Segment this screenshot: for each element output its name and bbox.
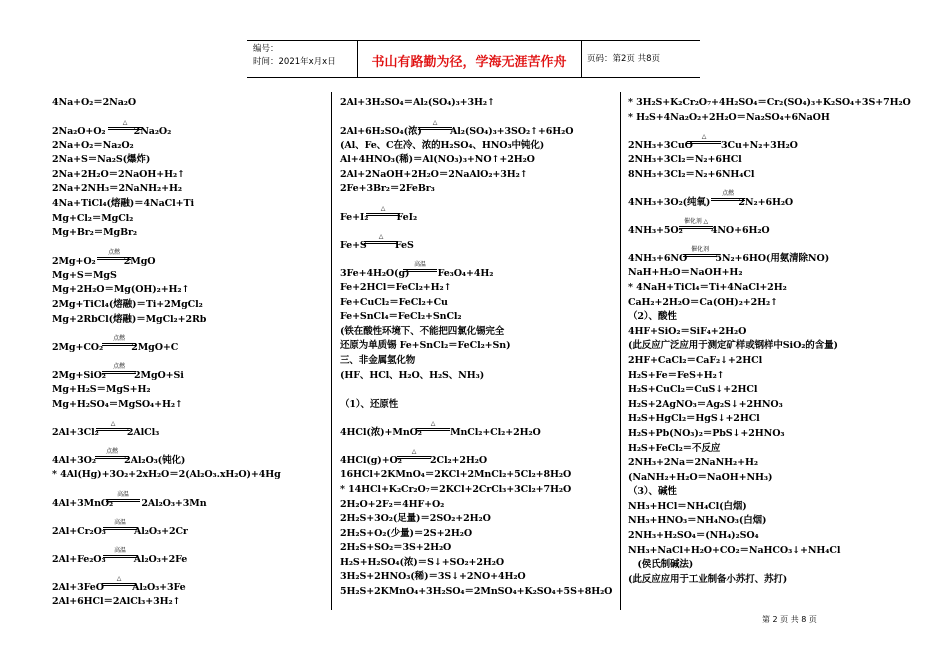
equation-line	[628, 427, 928, 442]
equation-text: CaH₂+2H₂O＝Ca(OH)₂+2H₂↑	[628, 296, 778, 308]
equation-line	[52, 398, 322, 413]
equation-text: NH₃+NaCl+H₂O+CO₂＝NaHCO₃↓+NH₄Cl	[628, 544, 841, 556]
equation-line	[628, 544, 928, 559]
equation-text: 2Al+6H₂SO₄(浓) Al₂(SO₄)₃+3SO₂↑+6H₂O	[340, 125, 574, 137]
equation-text: 2Al+3H₂SO₄＝Al₂(SO₄)₃+3H₂↑	[340, 97, 495, 108]
column-separator	[620, 92, 621, 610]
equation-text: * 3H₂S+K₂Cr₂O₇+4H₂SO₄＝Cr₂(SO₄)₃+K₂SO₄+3S+7H₂O	[628, 97, 911, 108]
equation-text: 4Na+TiCl₄(熔融)＝4NaCl+Ti	[52, 197, 194, 209]
equation-line	[628, 558, 928, 573]
equation-text: * H₂S+4Na₂O₂+2H₂O＝Na₂SO₄+6NaOH	[628, 111, 830, 123]
equation-line	[340, 281, 615, 296]
reaction-condition: 高温	[103, 519, 137, 530]
equation-text: (铁在酸性环境下、不能把四氯化锡完全	[340, 325, 505, 337]
equation-text: 2Mg+CO₂ 2MgO+C	[52, 342, 179, 354]
equation-line	[52, 139, 322, 154]
equation-text: 16HCl+2KMnO₄＝2KCl+2MnCl₂+5Cl₂+8H₂O	[340, 469, 572, 481]
equation-text: Mg+S＝MgS	[52, 269, 117, 281]
equation-line	[340, 197, 615, 225]
reaction-condition: 点燃	[711, 190, 745, 201]
equation-line	[52, 96, 322, 111]
equation-text: Mg+2RbCl(熔融)＝MgCl₂+2Rb	[52, 313, 207, 325]
equation-line	[628, 266, 928, 281]
equation-line	[628, 573, 928, 588]
equation-text: * 14HCl+K₂Cr₂O₇＝2KCl+2CrCl₃+3Cl₂+7H₂O	[340, 483, 572, 495]
equation-line	[340, 111, 615, 139]
header-meta	[253, 43, 336, 69]
equation-line	[52, 412, 322, 440]
equation-line	[628, 412, 928, 427]
equation-line	[52, 182, 322, 197]
equation-text: NaH+H₂O＝NaOH+H₂	[628, 267, 743, 279]
equation-line	[340, 153, 615, 168]
equation-text: 2NH₃+H₂SO₄＝(NH₄)₂SO₄	[628, 530, 759, 542]
equation-line	[340, 225, 615, 253]
equation-text: 2NH₃+3CuO 3Cu+N₂+3H₂O	[628, 140, 798, 152]
equation-line	[52, 197, 322, 212]
equation-line	[628, 168, 928, 183]
reaction-condition: △	[687, 133, 721, 144]
equation-line	[340, 354, 615, 369]
equation-line	[52, 226, 322, 241]
equation-text: 3Fe+4H₂O(g) Fe₃O₄+4H₂	[340, 267, 494, 279]
equation-text: 2H₂S+O₂(少量)＝2S+2H₂O	[340, 527, 473, 539]
equation-text: NH₃+HNO₃＝NH₄NO₃(白烟)	[628, 515, 767, 527]
equation-line	[628, 296, 928, 311]
equation-line	[628, 354, 928, 369]
equation-text: H₂S+FeCl₂＝不反应	[628, 442, 721, 454]
equation-line	[340, 369, 615, 384]
equation-line	[52, 313, 322, 328]
equation-line	[340, 556, 615, 571]
equation-line	[340, 468, 615, 483]
equation-line	[340, 585, 615, 600]
reaction-condition: 高温	[103, 547, 137, 558]
equation-text: 5H₂S+2KMnO₄+3H₂SO₄＝2MnSO₄+K₂SO₄+5S+8H₂O	[340, 586, 613, 598]
equation-line	[628, 383, 928, 398]
equation-text: 2Al+3FeO Al₂O₃+3Fe	[52, 581, 186, 593]
header-motto: 书山有路勤为径，学海无涯苦作舟	[371, 55, 567, 70]
equation-text: Mg+H₂SO₄＝MgSO₄+H₂↑	[52, 398, 183, 410]
equation-line	[52, 111, 322, 139]
equation-text: 4HCl(浓)+MnO₂ MnCl₂+Cl₂+2H₂O	[340, 427, 541, 439]
reaction-condition: △	[108, 119, 142, 130]
equation-text: 2H₂S+SO₂＝3S+2H₂O	[340, 542, 452, 554]
equation-line	[52, 283, 322, 298]
equation-line	[340, 96, 615, 111]
equation-line	[340, 253, 615, 281]
equation-line	[628, 485, 928, 500]
equation-line	[340, 339, 615, 354]
equation-line	[340, 325, 615, 340]
header-divider	[581, 41, 582, 77]
equations-column-3	[628, 96, 928, 587]
equation-line	[340, 483, 615, 498]
equation-line	[340, 398, 615, 413]
equation-text: 4HCl(g)+O₂ 2Cl₂+2H₂O	[340, 455, 488, 467]
equation-line	[52, 241, 322, 269]
equation-line	[628, 210, 928, 238]
equation-text: H₂S+Pb(NO₃)₂＝PbS↓+2HNO₃	[628, 427, 785, 439]
reaction-condition: △	[397, 448, 431, 459]
equation-text: 4NH₃+5O₂ 4NO+6H₂O	[628, 225, 770, 237]
equations-column-1	[52, 96, 322, 610]
equation-text: Fe+CuCl₂＝FeCl₂+Cu	[340, 296, 448, 308]
equation-text: 2H₂S+3O₂(足量)＝2SO₂+2H₂O	[340, 513, 491, 525]
reaction-condition: 高温	[106, 491, 140, 502]
equation-line	[628, 111, 928, 126]
equation-text: 2NH₃+3Cl₂＝N₂+6HCl	[628, 154, 742, 166]
equation-line	[628, 398, 928, 413]
equation-line	[340, 310, 615, 325]
reaction-condition: 催化剂 △	[679, 218, 713, 229]
equation-text: 4NH₃+3O₂(纯氧) 2N₂+6H₂O	[628, 197, 794, 209]
equation-line	[52, 567, 322, 595]
equation-text: Fe+2HCl＝FeCl₂+H₂↑	[340, 281, 452, 293]
equation-line	[628, 471, 928, 486]
equation-line	[52, 168, 322, 183]
reaction-condition: △	[102, 575, 136, 586]
equation-line	[628, 281, 928, 296]
equation-line	[628, 529, 928, 544]
equation-text: (此反应应用于工业制备小苏打、苏打)	[628, 573, 788, 585]
equation-line	[340, 168, 615, 183]
reaction-condition: 点燃	[102, 363, 136, 374]
equation-text: Fe+S FeS	[340, 239, 414, 251]
equation-text: (NaNH₂+H₂O＝NaOH+NH₃)	[628, 471, 773, 483]
equation-line	[340, 440, 615, 468]
equation-text: 还原为单质锡 Fe+SnCl₂＝FeCl₂+Sn)	[340, 340, 511, 352]
reaction-condition: 高温	[403, 261, 437, 272]
equation-text: 三、非金属氢化物	[340, 354, 416, 366]
equation-line	[52, 539, 322, 567]
equation-line	[628, 339, 928, 354]
equation-line	[340, 498, 615, 513]
equation-line	[628, 325, 928, 340]
equation-text: （2）、酸性	[628, 311, 677, 323]
equation-line	[52, 440, 322, 468]
equation-text: 2Al+3Cl₂ 2AlCl₃	[52, 427, 160, 439]
equation-text: Fe+I₂ FeI₂	[340, 211, 418, 223]
equation-text: H₂S+2AgNO₃＝Ag₂S↓+2HNO₃	[628, 398, 783, 410]
equation-text: 8NH₃+3Cl₂＝N₂+6NH₄Cl	[628, 168, 755, 180]
equation-text: 4Na+O₂＝2Na₂O	[52, 97, 137, 108]
equation-line	[628, 500, 928, 515]
equation-text: 4HF+SiO₂＝SiF₄+2H₂O	[628, 325, 747, 337]
equation-text: * 4NaH+TiCl₄＝Ti+4NaCl+2H₂	[628, 281, 787, 293]
equation-line	[52, 511, 322, 539]
equation-text: Mg+2H₂O＝Mg(OH)₂+H₂↑	[52, 284, 190, 296]
equation-text: 2Al+2NaOH+2H₂O＝2NaAlO₂+3H₂↑	[340, 168, 528, 180]
equation-line	[628, 456, 928, 471]
equation-line	[52, 595, 322, 610]
equation-text: 2NH₃+2Na＝2NaNH₂+H₂	[628, 457, 758, 469]
equation-line	[340, 296, 615, 311]
equation-line	[628, 369, 928, 384]
equation-line	[52, 327, 322, 355]
number-label: 编号：	[253, 44, 279, 54]
equation-text: 3H₂S+2HNO₃(稀)＝3S↓+2NO+4H₂O	[340, 571, 526, 583]
equation-text: (HF、HCl、H₂O、H₂S、NH₃)	[340, 369, 485, 381]
equation-text: H₂S+H₂SO₄(浓)＝S↓+SO₂+2H₂O	[340, 556, 505, 568]
equation-text: (Al、Fe、C在冷、浓的H₂SO₄、HNO₃中钝化)	[340, 139, 545, 151]
equation-line	[628, 310, 928, 325]
equation-line	[340, 182, 615, 197]
equation-line	[340, 512, 615, 527]
equation-line	[340, 570, 615, 585]
equation-line	[52, 153, 322, 168]
equation-text: Mg+Br₂＝MgBr₂	[52, 227, 137, 239]
equation-text: NH₃+HCl＝NH₄Cl(白烟)	[628, 500, 747, 512]
page-footer: 第 2 页 共 8 页	[762, 615, 817, 624]
equation-line	[52, 298, 322, 313]
reaction-condition: 点燃	[97, 249, 131, 260]
equation-text: (此反应广泛应用于测定矿样或钢样中SiO₂的含量)	[628, 340, 838, 352]
equation-line	[340, 139, 615, 154]
equation-text: 4Al+3O₂ 2Al₂O₃(钝化)	[52, 455, 186, 467]
equation-line	[628, 125, 928, 153]
equations-column-2	[340, 96, 615, 600]
equation-line	[628, 514, 928, 529]
reaction-condition: △	[96, 420, 130, 431]
column-separator	[331, 92, 332, 610]
reaction-condition: △	[366, 205, 400, 216]
time-label: 时间：2021年x月x日	[253, 57, 336, 67]
equation-line	[628, 96, 928, 111]
reaction-condition: △	[364, 233, 398, 244]
equation-line	[628, 238, 928, 266]
equation-text: 2Na+2H₂O＝2NaOH+H₂↑	[52, 168, 185, 180]
equation-text: 2Mg+TiCl₄(熔融)＝Ti+2MgCl₂	[52, 298, 203, 310]
reaction-condition: △	[418, 119, 452, 130]
equation-line	[340, 383, 615, 398]
equation-text: 2HF+CaCl₂＝CaF₂↓+2HCl	[628, 354, 763, 366]
equation-text: H₂S+HgCl₂＝HgS↓+2HCl	[628, 413, 760, 425]
page-header	[247, 40, 700, 78]
equation-line	[628, 153, 928, 168]
equation-line	[628, 442, 928, 457]
equation-text: 4Al+3MnO₂ 2Al₂O₃+3Mn	[52, 497, 207, 509]
equation-text: （3）、碱性	[628, 486, 677, 498]
equation-text: 2Mg+O₂ 2MgO	[52, 255, 156, 267]
equation-line	[340, 527, 615, 542]
equation-text: （1）、还原性	[340, 398, 399, 410]
equation-text: 2H₂O+2F₂＝4HF+O₂	[340, 498, 445, 510]
equation-line	[340, 412, 615, 440]
equation-text: 2Al+Fe₂O₃ Al₂O₃+2Fe	[52, 553, 188, 565]
reaction-condition: 催化剂	[683, 246, 717, 257]
equation-text: * 4Al(Hg)+3O₂+2xH₂O＝2(Al₂O₃.xH₂O)+4Hg	[52, 469, 281, 481]
equation-line	[52, 212, 322, 227]
equation-text: Al+4HNO₃(稀)＝Al(NO₃)₃+NO↑+2H₂O	[340, 154, 535, 166]
equation-text: Mg+Cl₂＝MgCl₂	[52, 212, 134, 224]
equation-text: 2Al+6HCl＝2AlCl₃+3H₂↑	[52, 595, 181, 607]
equation-line	[52, 483, 322, 511]
reaction-condition: 点燃	[102, 335, 136, 346]
equation-text: 2Na₂O+O₂ 2Na₂O₂	[52, 125, 172, 137]
header-page-label: 页码：第2页 共8页	[587, 54, 661, 64]
header-divider	[357, 41, 358, 77]
equation-text: 2Mg+SiO₂ 2MgO+Si	[52, 370, 184, 382]
equation-text: 2Fe+3Br₂＝2FeBr₃	[340, 183, 435, 195]
equation-text: 2Al+Cr₂O₃ Al₂O₃+2Cr	[52, 525, 188, 537]
equation-text: H₂S+CuCl₂＝CuS↓+2HCl	[628, 384, 758, 396]
equation-text: H₂S+Fe＝FeS+H₂↑	[628, 369, 725, 381]
equation-text: (侯氏制碱法)	[628, 559, 694, 571]
equation-line	[628, 182, 928, 210]
reaction-condition: △	[416, 420, 450, 431]
equation-line	[52, 355, 322, 383]
equation-line	[52, 383, 322, 398]
equation-line	[340, 541, 615, 556]
equation-line	[52, 269, 322, 284]
equation-text: 2Na+S＝Na₂S(爆炸)	[52, 154, 151, 166]
equation-text: 4NH₃+6NO 5N₂+6HO(用氨清除NO)	[628, 253, 830, 265]
equation-text: 2Na+O₂＝Na₂O₂	[52, 139, 134, 151]
equation-line	[52, 468, 322, 483]
equation-text: Fe+SnCl₄＝FeCl₂+SnCl₂	[340, 311, 462, 323]
reaction-condition: 点燃	[95, 448, 129, 459]
equation-text: Mg+H₂S＝MgS+H₂	[52, 384, 151, 396]
equation-text: 2Na+2NH₃＝2NaNH₂+H₂	[52, 183, 182, 195]
